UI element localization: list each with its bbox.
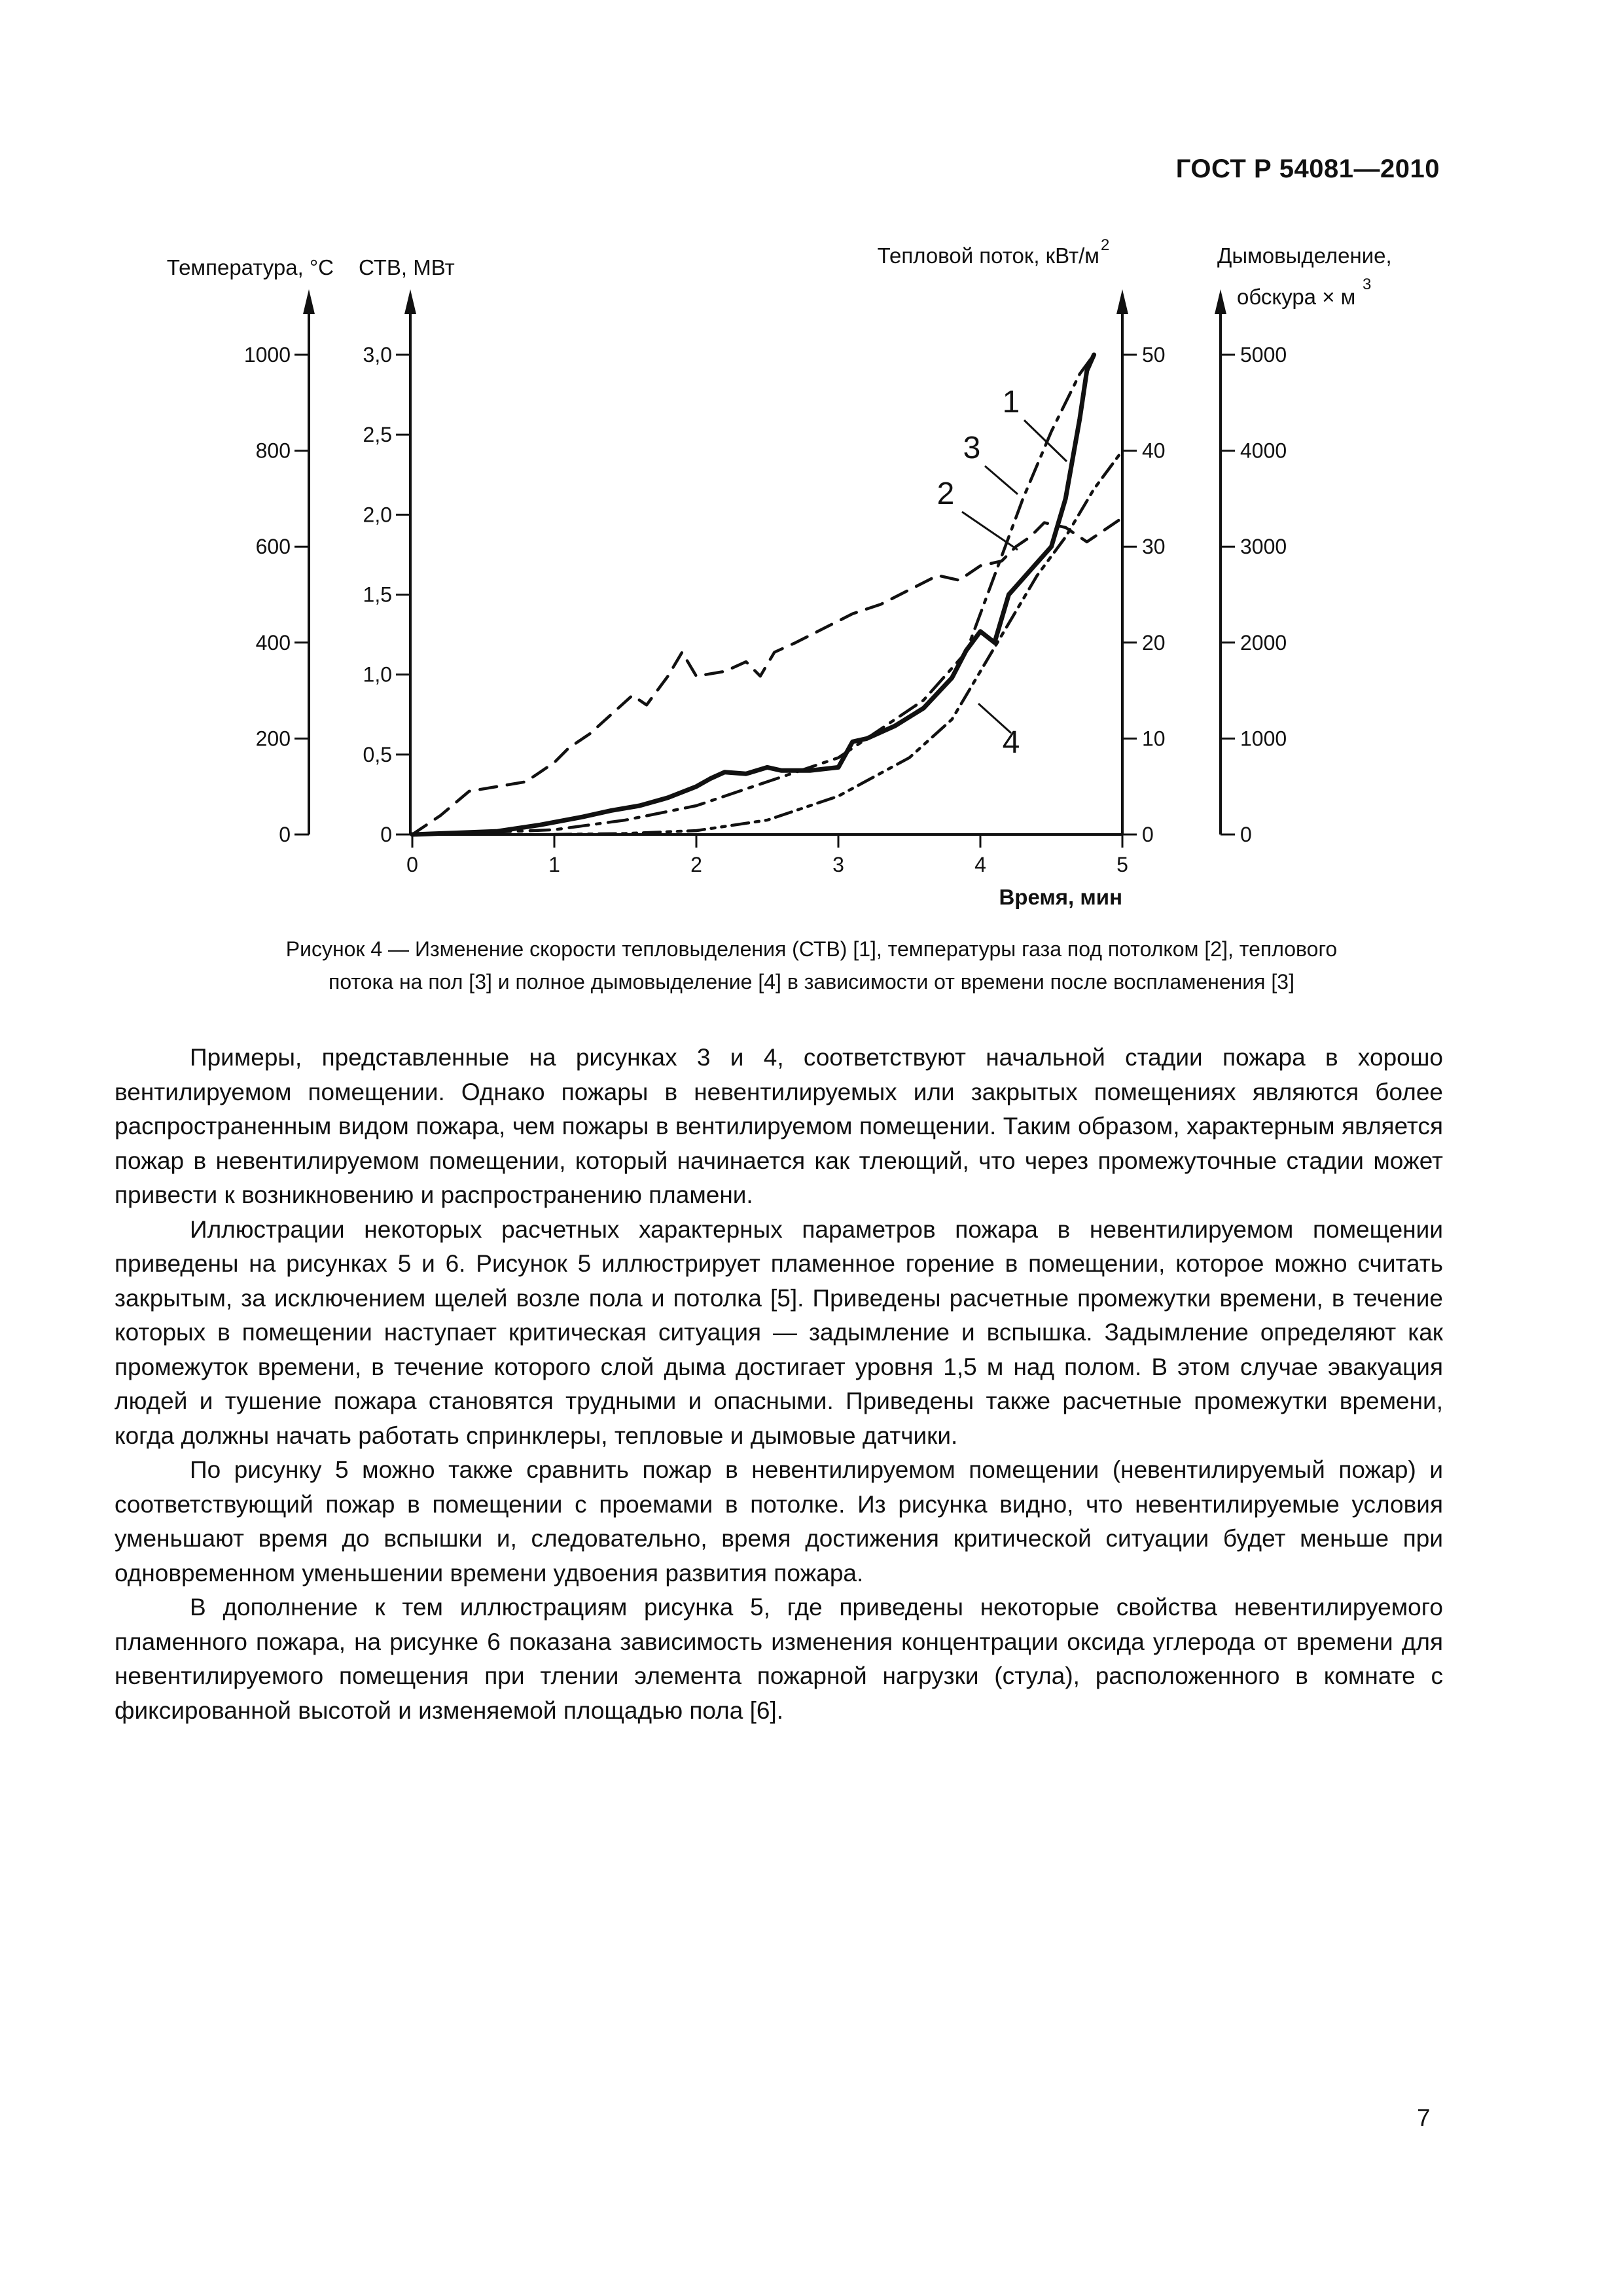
figure-caption [151, 933, 1472, 998]
series-line-2 [412, 518, 1122, 834]
y-axis-label-smoke-sup: 3 [1363, 276, 1372, 293]
x-tick-label-4: 4 [974, 853, 986, 876]
y-tick-label-0-0: 0 [279, 823, 291, 846]
y-tick-label-0-4: 800 [255, 439, 291, 463]
y-tick-label-2-1: 10 [1142, 726, 1166, 751]
y-tick-label-3-4: 4000 [1240, 439, 1287, 463]
y-tick-label-1-3: 1,5 [363, 583, 392, 607]
y-tick-label-2-0: 0 [1142, 823, 1154, 846]
curve-label-leader-3 [985, 466, 1018, 494]
paragraph-1: Примеры, представленные на рисунках 3 и 4, соответствуют начальной стадии пожара в хорошо вентилируемом помещении. Однако пожары в невентилируемых или закрытых помещениях являются более распространенным видом пожара, чем пожары в вентилируемом помещении. Таким образом, характерным является пожар в невентилируемом помещении, который начинается как тлеющий, что через промежуточные стадии может привести к возникновению и распространению пламени. [115, 1044, 1443, 1208]
y-tick-label-3-0: 0 [1240, 823, 1252, 846]
y-tick-label-1-6: 3,0 [363, 343, 392, 367]
curve-label-2: 2 [936, 476, 955, 511]
y-axis-label-heat-flux-sup: 2 [1101, 236, 1110, 254]
y-tick-label-1-4: 2,0 [363, 503, 392, 527]
series-line-1 [412, 355, 1094, 834]
y-tick-label-3-5: 5000 [1240, 343, 1287, 367]
x-tick-label-5: 5 [1116, 853, 1128, 876]
y-tick-label-2-5: 50 [1142, 343, 1166, 367]
y-axis-arrow-0 [303, 289, 315, 314]
paragraph-4: В дополнение к тем иллюстрациям рисунка 5, где приведены некоторые свойства невентилируемого пламенного пожара, на рисунке 6 показана зависимость изменения концентрации оксида углерода от времени для невентилируемого помещения при тлении элемента пожарной нагрузки (стула), расположенного в комнате с фиксированной высотой и изменяемой площадью пола [6]. [115, 1594, 1443, 1724]
chart-svg [131, 216, 1492, 923]
body-text [115, 1041, 1443, 1728]
y-tick-label-0-5: 1000 [243, 343, 291, 367]
caption-line-2: потока на пол [3] и полное дымовыделение [4] в зависимости от времени после воспламенения [3] [329, 970, 1294, 994]
y-tick-label-2-4: 40 [1142, 439, 1166, 463]
paragraph-3: По рисунку 5 можно также сравнить пожар в невентилируемом помещении (невентилируемый пожар) и соответствующий пожар в помещении с проемами в потолке. Из рисунка видно, что невентилируемые условия уменьшают время до вспышки и, следовательно, время достижения критической ситуации будет меньше при одновременном уменьшении времени удвоения развития пожара. [115, 1456, 1443, 1587]
y-tick-label-1-0: 0 [380, 823, 392, 846]
y-axis-arrow-3 [1215, 289, 1226, 314]
y-axis-label-hrr: СТВ, МВт [359, 255, 455, 279]
y-tick-label-1-5: 2,5 [363, 423, 392, 447]
x-tick-label-2: 2 [690, 853, 702, 876]
y-tick-label-0-1: 200 [255, 726, 291, 751]
x-tick-label-0: 0 [406, 853, 418, 876]
paragraph-2: Иллюстрации некоторых расчетных характерных параметров пожара в невентилируемом помещении приведены на рисунках 5 и 6. Рисунок 5 иллюстрирует пламенное горение в помещении, которое можно считать закрытым, за исключением щелей возле пола и потолка [5]. Приведены расчетные промежутки времени, в течение которых в помещении наступает критическая ситуация — задымление и вспышка. Задымление определяют как промежуток времени, в течение которого слой дыма достигает уровня 1,5 м над полом. В этом случае эвакуация людей и тушение пожара становятся трудными и опасными. Приведены также расчетные промежутки времени, когда должны начать работать спринклеры, тепловые и дымовые датчики. [115, 1215, 1443, 1449]
y-tick-label-3-1: 1000 [1240, 726, 1287, 751]
y-tick-label-0-2: 400 [255, 630, 291, 655]
page-number: 7 [1417, 2104, 1431, 2131]
document-id-header: ГОСТ Р 54081—2010 [1175, 154, 1440, 183]
curve-label-3: 3 [963, 431, 981, 465]
y-axis-label-smoke-line2: обскура × м [1237, 285, 1356, 309]
x-tick-label-1: 1 [548, 853, 560, 876]
y-tick-label-2-2: 20 [1142, 630, 1166, 655]
curve-label-leader-2 [962, 512, 1018, 550]
y-tick-label-2-3: 30 [1142, 535, 1166, 559]
x-tick-label-3: 3 [832, 853, 844, 876]
y-axis-arrow-1 [404, 289, 416, 314]
caption-line-1: Рисунок 4 — Изменение скорости тепловыделения (СТВ) [1], температуры газа под потолком [2], теплового [285, 937, 1338, 961]
y-axis-label-smoke-line1: Дымовыделение, [1217, 243, 1392, 268]
y-tick-label-3-2: 2000 [1240, 630, 1287, 655]
y-axis-label-temperature: Температура, °С [166, 255, 334, 279]
curve-label-4: 4 [1002, 725, 1020, 760]
figure-4-chart [131, 216, 1492, 923]
curve-label-1: 1 [1002, 385, 1020, 420]
y-tick-label-1-1: 0,5 [363, 742, 392, 766]
curve-label-leader-1 [1024, 420, 1067, 461]
y-axis-arrow-2 [1116, 289, 1128, 314]
y-tick-label-0-3: 600 [255, 535, 291, 559]
y-tick-label-3-3: 3000 [1240, 535, 1287, 559]
y-axis-label-heat-flux: Тепловой поток, кВт/м [877, 243, 1099, 268]
x-axis-label: Время, мин [999, 885, 1122, 909]
series-line-4 [554, 451, 1122, 834]
series-line-3 [412, 355, 1094, 834]
y-tick-label-1-2: 1,0 [363, 662, 392, 687]
